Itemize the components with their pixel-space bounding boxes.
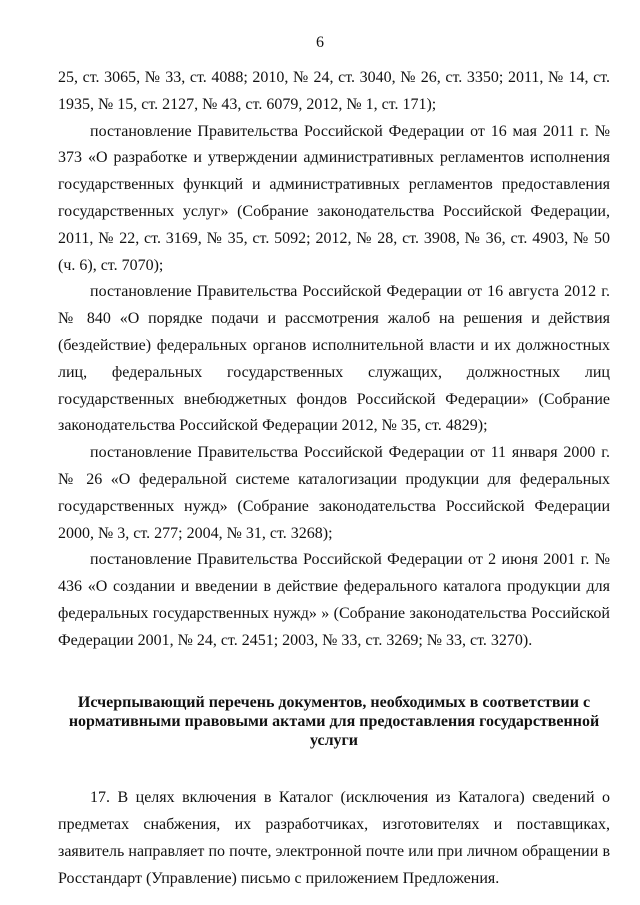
paragraph-continuation: 25, ст. 3065, № 33, ст. 4088; 2010, № 24, ст. 3040, № 26, ст. 3350; 2011, № 14, ст. 1935, № 15, ст. 2127, № 43, ст. 6079, 2012, № 1, ст. 171); <box>58 69 610 113</box>
paragraph-decree-26: постановление Правительства Российской Федерации от 11 января 2000 г. № 26 «О федеральной системе каталогизации продукции для федеральных государственных нужд» (Собрание законодательства Российской Федерации 2000, № 3, ст. 277; 2004, № 31, ст. 3268); <box>58 444 610 542</box>
page-number: 6 <box>316 34 324 51</box>
document-body <box>58 65 610 892</box>
section-heading: Исчерпывающий перечень документов, необходимых в соответствии с нормативными правовыми актами для предоставления государственной услуги <box>68 693 600 749</box>
paragraph-decree-840: постановление Правительства Российской Федерации от 16 августа 2012 г. № 840 «О порядке подачи и рассмотрения жалоб на решения и действия (бездействие) федеральных органов исполнительной власти и их должностных лиц, федеральных государственных служащих, должностных лиц государственных внебюджетных фондов Российской Федерации» (Собрание законодательства Российской Федерации 2012, № 35, ст. 4829); <box>58 283 610 435</box>
paragraph-item-17: 17. В целях включения в Каталог (исключения из Каталога) сведений о предметах снабжения, их разработчиках, изготовителях и поставщиках, заявитель направляет по почте, электронной почте или при личном обращении в Росстандарт (Управление) письмо с приложением Предложения. <box>58 788 610 887</box>
paragraph-decree-436: постановление Правительства Российской Федерации от 2 июня 2001 г. № 436 «О создании и введении в действие федерального каталога продукции для федеральных государственных нужд» » (Собрание законодательства Российской Федерации 2001, № 24, ст. 2451; 2003, № 33, ст. 3269; № 33, ст. 3270). <box>58 551 610 649</box>
paragraph-decree-373: постановление Правительства Российской Федерации от 16 мая 2011 г. № 373 «О разработке и утверждении административных регламентов исполнения государственных функций и административных регламентов предоставления государственных услуг» (Собрание законодательства Российской Федерации, 2011, № 22, ст. 3169, № 35, ст. 5092; 2012, № 28, ст. 3908, № 36, ст. 4903, № 50 (ч. 6), ст. 7070); <box>58 122 610 274</box>
